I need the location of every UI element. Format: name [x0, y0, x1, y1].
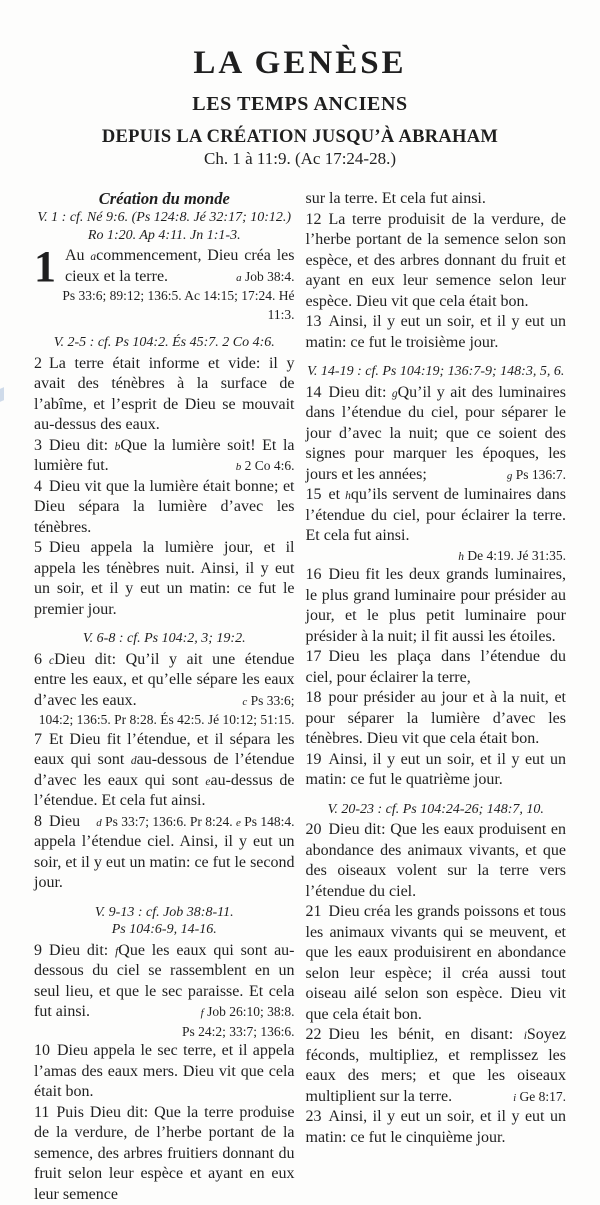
verse-3: 3 Dieu dit: bQue la lumière soit! Et la lumière fut. b 2 Co 4:6.	[34, 436, 295, 477]
verse-17: 17 Dieu les plaça dans l’étendue du ciel, pour éclairer la terre,	[306, 647, 567, 688]
verse-number: 17	[306, 648, 322, 665]
verse-number: 12	[306, 211, 322, 228]
verse-number: 7	[34, 731, 42, 748]
note-letter: g	[507, 470, 513, 482]
note-letter: h	[458, 551, 464, 563]
column-right	[306, 189, 567, 1205]
note-letter: g	[392, 388, 398, 400]
margin-reference: b 2 Co 4:6.	[230, 456, 295, 477]
margin-reference: c Ps 33:6;	[236, 691, 294, 712]
verse-11: 11 Puis Dieu dit: Que la terre produise de la verdure, de l’herbe portant de la semence, des arbres fruitiers donnant du fruit selon leur espèce et ayant en eux leur semence	[34, 1103, 295, 1205]
note-letter: a	[90, 251, 96, 263]
crossref-line: V. 20-23 : cf. Ps 104:24-26; 148:7, 10.	[306, 801, 567, 819]
verse-8: 8 Dieu appela l’étendue ciel. Ainsi, il y eut un soir, et il y eut un matin: ce fut le second jour.	[34, 812, 295, 894]
verse-14: 14 Dieu dit: gQu’il y ait des luminaires dans l’étendue du ciel, pour séparer le jour d’avec la nuit; que ce soient des signes pour marquer les époques, les jours et les années; g Ps 136:7.	[306, 383, 567, 486]
verse-13: 13 Ainsi, il y eut un soir, et il y eut un matin: ce fut le troisième jour.	[306, 312, 567, 353]
verse-number: 19	[306, 751, 322, 768]
verse-number: 5	[34, 539, 42, 556]
note-letter: d	[96, 817, 102, 829]
note-letter: d	[131, 755, 137, 767]
verse-number: 11	[34, 1104, 49, 1121]
verse-number: 15	[306, 486, 322, 503]
verse-number: 10	[34, 1042, 50, 1059]
verse-number: 8	[34, 813, 42, 830]
crossref-refline: 104:2; 136:5. Pr 8:28. És 42:5. Jé 10:12; 51:15.	[34, 711, 295, 730]
verse-number: 20	[306, 821, 322, 838]
note-letter: i	[513, 1092, 516, 1104]
crossref-heading	[34, 209, 295, 244]
margin-reference: g Ps 136:7.	[501, 465, 566, 486]
verse-number: 18	[306, 689, 322, 706]
margin-reference: a Job 38:4.	[230, 267, 294, 288]
crossref-line: V. 1 : cf. Né 9:6. (Ps 124:8. Jé 32:17; 10:12.)	[34, 209, 295, 227]
note-letter: a	[236, 272, 242, 284]
verse-10: 10 Dieu appela le sec terre, et il appela l’amas des eaux mers. Dieu vit que cela était bon.	[34, 1041, 295, 1103]
verse-number: 16	[306, 566, 322, 583]
page-header	[34, 46, 566, 168]
note-letter: b	[236, 461, 242, 473]
text-columns	[34, 189, 566, 1205]
note-letter: e	[205, 776, 210, 788]
crossref-refline: Ps 24:2; 33:7; 136:6.	[34, 1023, 295, 1042]
crossref-heading	[306, 363, 567, 381]
verse-number: 23	[306, 1108, 322, 1125]
crossref-line: V. 6-8 : cf. Ps 104:2, 3; 19:2.	[34, 630, 295, 648]
section-title: LES TEMPS ANCIENS	[34, 94, 566, 115]
section-subtitle: DEPUIS LA CRÉATION JUSQU’À ABRAHAM	[34, 127, 566, 147]
note-letter: f	[115, 946, 118, 958]
verse-number: 2	[34, 355, 42, 372]
verse-number: 4	[34, 478, 42, 495]
verse-22: 22 Dieu les bénit, en disant: iSoyez féconds, multipliez, et remplissez les eaux des mers; et que les oiseaux multiplient sur la terre. i Ge 8:17.	[306, 1025, 567, 1107]
verse-7: 7 Et Dieu fit l’étendue, et il sépara les eaux qui sont dau-dessous de l’étendue d’avec les eaux qui sont eau-dessus de l’étendue. Et cela fut ainsi. d Ps 33:7; 136:6. Pr 8:24. e Ps 148:4.	[34, 730, 295, 812]
note-letter: b	[115, 441, 121, 453]
verse-2: 2 La terre était informe et vide: il y avait des ténèbres à la surface de l’abîme, et l’esprit de Dieu se mouvait au-dessus des eaux.	[34, 354, 295, 436]
note-letter: e	[236, 817, 241, 829]
verse-number: 22	[306, 1026, 322, 1043]
verse-number: 6	[34, 651, 42, 668]
column-left	[34, 189, 295, 1205]
verse-19: 19 Ainsi, il y eut un soir, et il y eut un matin: ce fut le quatrième jour.	[306, 750, 567, 791]
verse-number: 21	[306, 903, 322, 920]
verse-number: 14	[306, 384, 322, 401]
chapter-range: Ch. 1 à 11:9. (Ac 17:24-28.)	[34, 149, 566, 168]
section-heading: Création du monde	[34, 189, 295, 208]
verse-6: 6 cDieu dit: Qu’il y ait une étendue entre les eaux, et qu’elle sépare les eaux d’avec les eaux. c Ps 33:6;	[34, 650, 295, 712]
margin-reference: i Ge 8:17.	[507, 1087, 566, 1108]
verse-12: 12 La terre produisit de la verdure, de l’herbe portant de la semence selon son espèce, et des arbres donnant du fruit et ayant en eux leur semence selon leur espèce. Dieu vit que cela était bon.	[306, 210, 567, 313]
crossref-line: Ro 1:20. Ap 4:11. Jn 1:1-3.	[34, 227, 295, 245]
verse-23: 23 Ainsi, il y eut un soir, et il y eut un matin: ce fut le cinquième jour.	[306, 1107, 567, 1148]
note-letter: i	[524, 1030, 527, 1042]
note-letter: c	[242, 696, 247, 708]
margin-reference: f Job 26:10; 38:8.	[195, 1002, 295, 1023]
verse-number: 13	[306, 313, 322, 330]
crossref-line: V. 14-19 : cf. Ps 104:19; 136:7-9; 148:3, 5, 6.	[306, 363, 567, 381]
verse-16: 16 Dieu fit les deux grands luminaires, le plus grand luminaire pour présider au jour, et le plus petit luminaire pour présider à la nuit; il fit aussi les étoiles.	[306, 565, 567, 647]
margin-reference: d Ps 33:7; 136:6. Pr 8:24. e Ps 148:4.	[90, 812, 294, 833]
verse-18: 18 pour présider au jour et à la nuit, et pour séparer la lumière d’avec les ténèbres. Dieu vit que cela était bon.	[306, 688, 567, 750]
crossref-line: Ps 104:6-9, 14-16.	[34, 921, 295, 939]
crossref-refline: h De 4:19. Jé 31:35.	[306, 547, 567, 566]
crossref-line: V. 9-13 : cf. Job 38:8-11.	[34, 904, 295, 922]
verse-1: 1 Au acommencement, Dieu créa les cieux et la terre. a Job 38:4.	[34, 246, 295, 287]
scan-artifact-mark	[0, 387, 4, 402]
verse-20: 20 Dieu dit: Que les eaux produisent en abondance des animaux vivants, et que des oiseaux volent sur la terre vers l’étendue du ciel.	[306, 820, 567, 902]
note-letter: h	[345, 490, 351, 502]
crossref-heading	[34, 334, 295, 352]
book-title: LA GENÈSE	[34, 46, 566, 80]
note-letter: f	[201, 1007, 204, 1019]
verse-15: 15 et hqu’ils servent de luminaires dans l’étendue du ciel, pour éclairer la terre. Et cela fut ainsi.	[306, 485, 567, 547]
verse-number: 3	[34, 437, 42, 454]
verse-5: 5 Dieu appela la lumière jour, et il appela les ténèbres nuit. Ainsi, il y eut un soir, et il y eut un matin: ce fut le premier jour.	[34, 538, 295, 620]
crossref-line: V. 2-5 : cf. Ps 104:2. És 45:7. 2 Co 4:6.	[34, 334, 295, 352]
verse-9: 9 Dieu dit: fQue les eaux qui sont au-dessous du ciel se rassemblent en un seul lieu, et que le sec paraisse. Et cela fut ainsi. f Job 26:10; 38:8.	[34, 941, 295, 1023]
note-letter: c	[49, 655, 54, 667]
crossref-heading	[306, 801, 567, 819]
crossref-heading	[34, 630, 295, 648]
verse-21: 21 Dieu créa les grands poissons et tous les animaux vivants qui se meuvent, et que les eaux produisirent en abondance selon leur espèce; il créa aussi tout oiseau ailé selon son espèce. Dieu vit que cela était bon.	[306, 902, 567, 1025]
chapter-number-dropcap: 1	[34, 246, 65, 285]
verse-continuation: sur la terre. Et cela fut ainsi.	[306, 189, 567, 210]
crossref-heading	[34, 904, 295, 939]
verse-4: 4 Dieu vit que la lumière était bonne; et Dieu sépara la lumière d’avec les ténèbres.	[34, 477, 295, 539]
verse-number: 9	[34, 942, 42, 959]
crossref-refline: Ps 33:6; 89:12; 136:5. Ac 14:15; 17:24. Hé 11:3.	[34, 287, 295, 324]
